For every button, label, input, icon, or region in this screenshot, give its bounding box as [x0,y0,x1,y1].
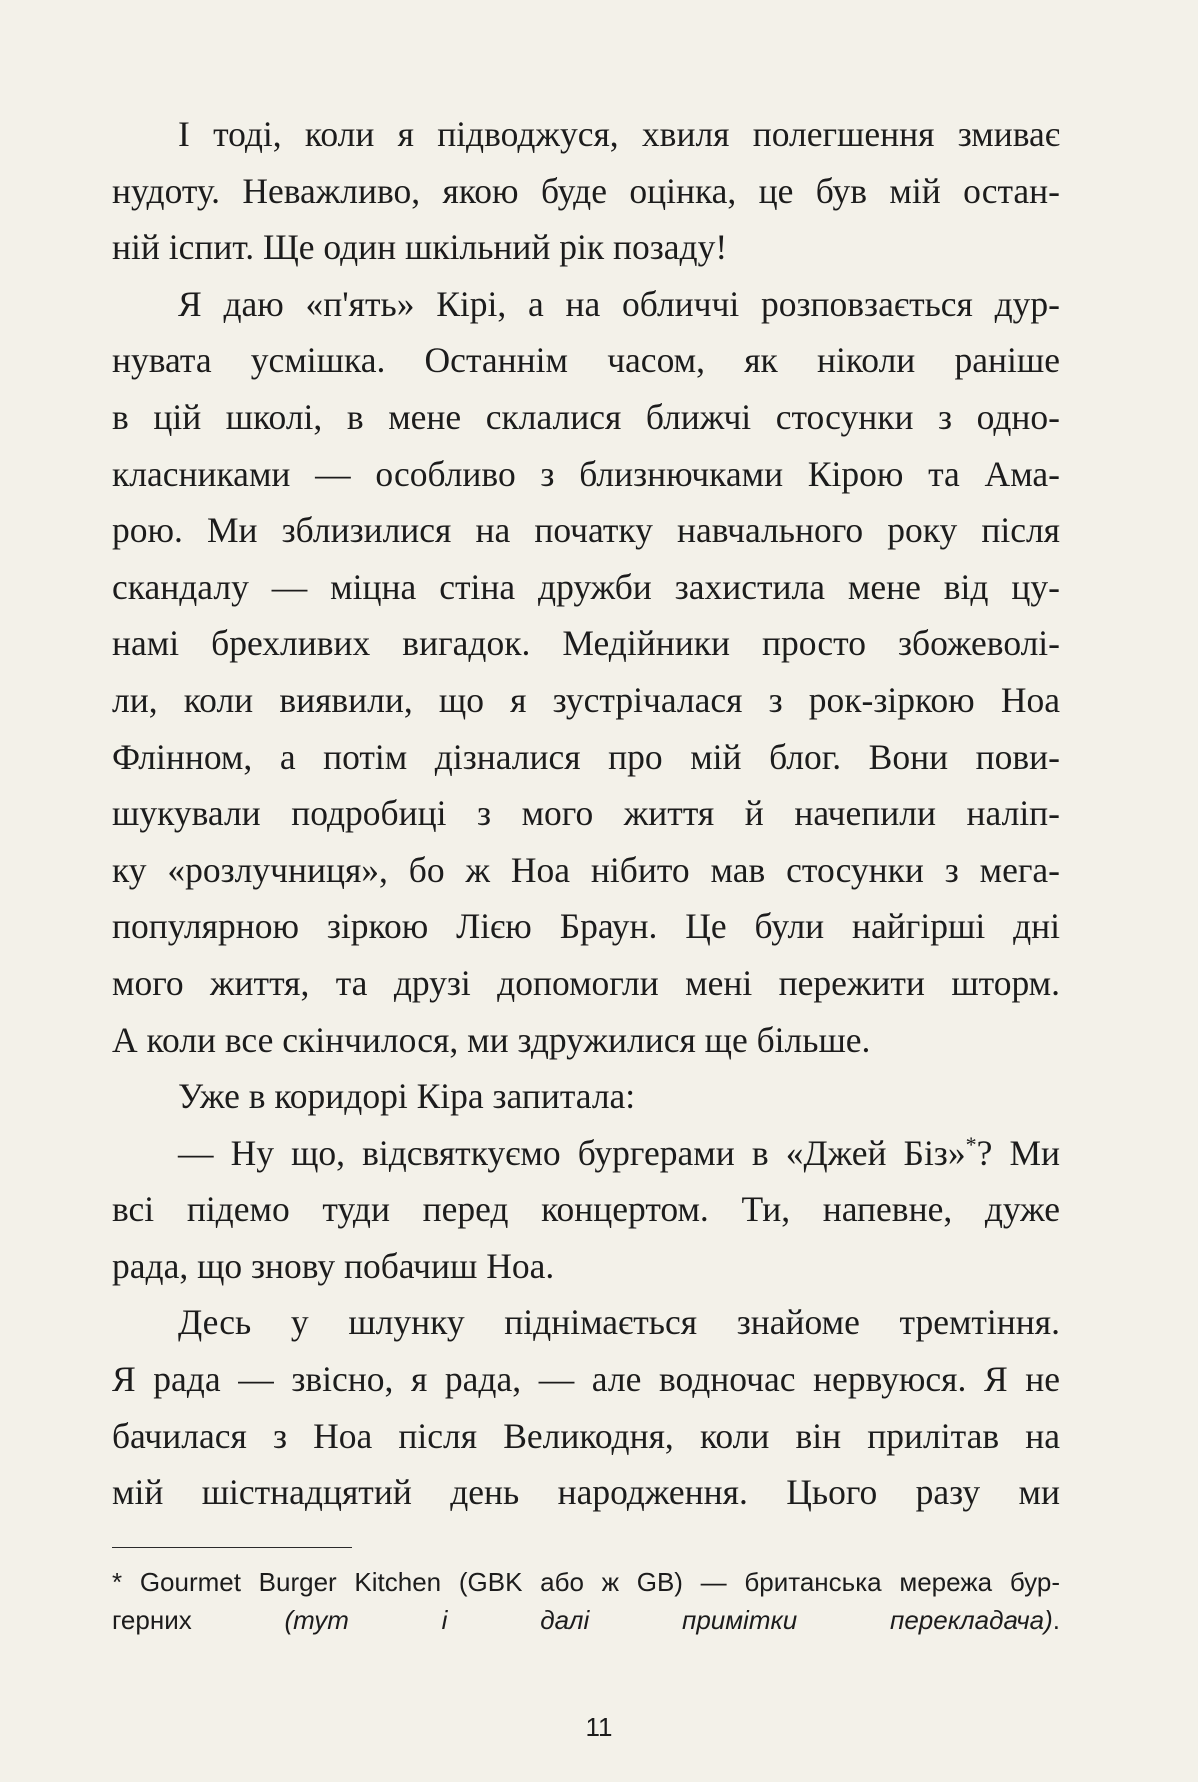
text-line: ли, коли виявили, що я зустрічалася з рок-зіркою Ноа [112,679,1060,720]
footnote-text: . [1052,1605,1061,1635]
text-line: намі брехливих вигадок. Медійники просто збожеволі- [112,623,1060,664]
page-number: 11 [585,1712,613,1742]
text-line: ку «розлучниця», бо ж Ноа нібито мав стосунки з мега- [112,849,1060,890]
paragraph-1 [112,106,1060,276]
text-line: нудоту. Неважливо, якою буде оцінка, це був мій остан- [112,170,1060,211]
paragraph-3 [112,1068,1060,1125]
main-text [112,106,1060,1521]
text-line: в цій школі, в мене склалися ближчі стосунки з одно- [112,396,1060,437]
text-line: мого життя, та друзі допомогли мені пережити шторм. [112,962,1060,1003]
footnote-divider [112,1547,352,1548]
footnote-line [112,1601,1060,1639]
text-line: Флінном, а потім дізналися про мій блог. Вони пови- [112,736,1060,777]
text-line: нувата усмішка. Останнім часом, як ніколи раніше [112,340,1060,381]
text-line [112,1125,1060,1182]
text-line: Десь у шлунку піднімається знайоме тремтіння. [178,1302,1060,1343]
text-line: І тоді, коли я підводжуся, хвиля полегшення змиває [178,114,1060,154]
footnote-marker: * [965,1131,977,1157]
text-line: А коли все скінчилося, ми здружилися ще більше. [112,1019,871,1060]
text-line: рою. Ми зблизилися на початку навчального року після [112,510,1060,551]
text-line: бачилася з Ноа після Великодня, коли він прилітав на [112,1415,1060,1456]
footnote [112,1563,1060,1639]
footnote-text: герних [112,1605,285,1635]
text-fragment: — Ну що, відсвяткуємо бургерами в «Джей Біз» [178,1132,966,1173]
text-line: ній іспит. Ще один шкільний рік позаду! [112,227,728,268]
text-line: популярною зіркою Лією Браун. Це були найгірші дні [112,906,1060,947]
paragraph-2 [112,276,1060,1068]
footnote-italic-text: (тут і далі примітки перекладача) [284,1605,1053,1635]
text-line: Я даю «п'ять» Кірі, а на обличчі розповзається дур- [178,283,1060,324]
paragraph-4 [112,1125,1060,1295]
text-line: скандалу — міцна стіна дружби захистила мене від цу- [112,566,1060,607]
text-line: шукували подробиці з мого життя й начепили наліп- [112,793,1060,834]
text-fragment: ? Ми [976,1132,1061,1173]
text-line: Я рада — звісно, я рада, — але водночас нервуюся. Я не [112,1359,1060,1400]
text-line: рада, що знову побачиш Ноа. [112,1245,555,1286]
text-line: всі підемо туди перед концертом. Ти, напевне, дуже [112,1189,1060,1230]
text-line: мій шістнадцятий день народження. Цього разу ми [112,1472,1060,1513]
paragraph-5 [112,1294,1060,1520]
text-line: класниками — особливо з близнючками Кірою та Ама- [112,453,1060,494]
text-line: Уже в коридорі Кіра запитала: [178,1076,636,1117]
footnote-line: * Gourmet Burger Kitchen (GBK або ж GB) — британська мережа бур- [112,1567,1060,1597]
